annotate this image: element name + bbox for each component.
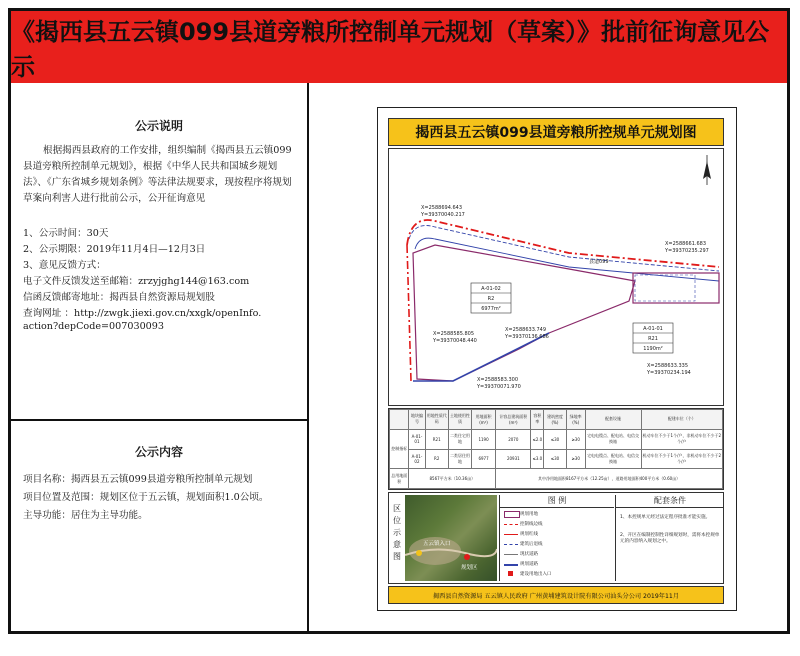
table-header-cell: 容积率 — [531, 410, 544, 430]
plan-bottom-section — [388, 492, 724, 584]
notice-period: 1、公示时间：30天 — [23, 228, 109, 239]
legend-swatch — [504, 534, 518, 535]
legend-item: 建筑后退线 — [520, 542, 543, 547]
right-panel — [309, 83, 787, 631]
legend-item: 规划用地 — [520, 512, 538, 517]
legend-swatch — [504, 524, 518, 525]
plan-footer — [388, 586, 724, 604]
control-table-grid — [389, 409, 723, 489]
table-cell: 机动车位不少于1个/户，非机动车位不少于2个/户 — [641, 429, 722, 449]
project-function: 主导功能：居住为主导功能。 — [23, 510, 148, 521]
legend-item: 控制线边线 — [520, 522, 543, 527]
table-cell: 二类居住用地 — [448, 449, 471, 469]
table-header-cell: 绿地率(%) — [566, 410, 585, 430]
legend-swatch — [504, 544, 518, 545]
notice-url: 查询网址 ：http://zwgk.jiexi.gov.cn/xxgk/openInfo. — [23, 308, 262, 319]
table-cell: 二类住宅用地 — [448, 429, 471, 449]
control-table — [388, 408, 724, 490]
table-cell: ≤30 — [544, 429, 567, 449]
notice-url-cont: action?depCode=007030093 — [23, 321, 164, 332]
notice-section-title: 公示说明 — [134, 119, 183, 133]
table-row — [390, 449, 723, 469]
west-redline — [407, 245, 411, 381]
coord-4-y: Y=39370136.686 — [505, 334, 549, 340]
section-divider — [11, 419, 307, 421]
legend-item: 现状道路 — [520, 552, 538, 557]
table-header-cell: 用地性质代码 — [425, 410, 448, 430]
notice-intro: 根据揭西县政府的工作安排，组织编制《揭西县五云镇099县道旁粮所控制单元规划》，根据《中华人民共和国城乡规划法》、《广东省城乡规划条例》等法律法规要求，现按程序将规划草案向利害人进行批前公示，公开征询意见 — [23, 145, 292, 204]
legend-item: 规划道路 — [520, 562, 538, 567]
parcel-a0101-id: A-01-01 — [643, 326, 663, 332]
village-marker-icon — [416, 550, 422, 556]
table-cell: ≤30 — [544, 449, 567, 469]
parcel-a0102-code: R2 — [487, 296, 495, 302]
legend-swatch — [504, 564, 518, 566]
notice-email: 电子文件反馈发送至邮箱：zrzyjghg144@163.com — [23, 276, 250, 287]
plan-drawing-svg — [389, 149, 723, 405]
table-header-cell: 计容总建筑面积(m²) — [496, 410, 531, 430]
table-total-label: 总用地面积 — [390, 469, 409, 489]
parcel-a0101-area: 1190m² — [643, 346, 663, 352]
table-cell: ≥30 — [566, 429, 585, 449]
table-cell: 宅电电缆点、配电站、电信交换箱 — [585, 449, 641, 469]
location-aerial-image — [405, 495, 497, 581]
table-total-value: 8567平方米（10.36亩） — [409, 469, 496, 489]
table-header-cell: 建筑密度(%) — [544, 410, 567, 430]
table-cell: ≥30 — [566, 449, 585, 469]
legend-title: 图 例 — [500, 495, 614, 508]
table-cell: 1190 — [471, 429, 495, 449]
notice-mail: 信函反馈邮寄地址：揭西县自然资源局规划股 — [23, 292, 215, 303]
table-header-cell: 土地使用性质 — [448, 410, 471, 430]
coord-6-x: X=2588633.335 — [647, 363, 689, 369]
table-total-note: 其中净用地面积8167平方米（12.25亩），道路用地面积400平方米（0.60亩） — [496, 469, 723, 489]
table-group-label: 控制指标 — [390, 429, 409, 469]
legend-panel — [499, 495, 614, 581]
loc-village-label: 五云镇入口 — [423, 541, 451, 547]
table-header-cell: 用地面积(m²) — [471, 410, 495, 430]
table-header-row — [390, 410, 723, 430]
notice-banner — [11, 11, 787, 83]
notice-feedback: 3、意见反馈方式： — [23, 260, 106, 271]
table-cell: R2 — [425, 449, 448, 469]
site-marker-icon — [464, 554, 470, 560]
loc-site-label: 规划区 — [461, 565, 478, 571]
table-cell: 20931 — [496, 449, 531, 469]
coord-1-x: X=2588694.643 — [421, 205, 463, 211]
plan-sheet — [377, 107, 737, 611]
condition-item: 2、开区在编制控制性详细规划时，需将本控规单元的内容纳入规划之中。 — [620, 533, 720, 544]
coord-3-y: Y=39370048.440 — [433, 338, 477, 344]
plan-drawing — [388, 148, 724, 406]
plan-title-bar — [388, 118, 724, 146]
notice-title: 《揭西县五云镇099县道旁粮所控制单元规划（草案）》批前征询意见公示 — [11, 18, 770, 81]
conditions-title: 配套条件 — [616, 495, 724, 508]
table-cell: A-01-01 — [409, 429, 425, 449]
conditions-panel — [615, 495, 724, 581]
coord-3-x: X=2588585.805 — [433, 331, 475, 337]
table-cell: 2070 — [496, 429, 531, 449]
parcel-a0101-boundary — [633, 273, 719, 303]
plan-footer-text: 揭西县自然资源局 五云镇人民政府 广州黄埔建筑设计院有限公司汕头分公司 2019年11月 — [432, 592, 680, 600]
parcel-a0102-boundary — [413, 245, 635, 381]
left-panel — [11, 83, 309, 631]
table-total-row — [390, 469, 723, 489]
coord-1-y: Y=39370040.217 — [421, 212, 465, 218]
parcel-a0101-setback — [635, 275, 695, 301]
table-cell: 6977 — [471, 449, 495, 469]
coord-2-y: Y=39370235.297 — [665, 248, 709, 254]
table-cell: ≤3.0 — [531, 449, 544, 469]
location-aerial-svg — [405, 495, 497, 581]
coord-2-x: X=2588661.683 — [665, 241, 707, 247]
table-cell: ≤2.0 — [531, 429, 544, 449]
table-cell: A-01-02 — [409, 449, 425, 469]
location-map-label: 区位示意图 — [393, 504, 401, 561]
notice-frame — [8, 8, 790, 634]
parcel-a0102-id: A-01-02 — [481, 286, 501, 292]
notice-dates: 2、公示期限：2019年11月4日—12月3日 — [23, 244, 206, 255]
project-scope: 项目位置及范围：规划区位于五云镇，规划面积1.0公顷。 — [23, 492, 269, 503]
north-arrow-icon — [703, 155, 711, 185]
entrance-arrow-icon — [508, 571, 513, 576]
table-cell: 宅电电缆点、配电站、电信交换箱 — [585, 429, 641, 449]
legend-swatch — [504, 511, 520, 518]
table-header-cell — [390, 410, 409, 430]
condition-item: 1、本控规单元经过法定程序批准才能实施。 — [620, 515, 711, 520]
legend-item: 建设用地出入口 — [520, 572, 552, 577]
coord-4-x: X=2588633.749 — [505, 327, 547, 333]
parcel-a0101-code: R21 — [648, 336, 658, 342]
parcel-a0102-area: 6977m² — [481, 306, 501, 312]
table-header-cell: 地块编号 — [409, 410, 425, 430]
coord-5-x: X=2588583.300 — [477, 377, 519, 383]
table-row — [390, 429, 723, 449]
table-header-cell: 配套设施 — [585, 410, 641, 430]
table-cell: R21 — [425, 429, 448, 449]
project-name: 项目名称：揭西县五云镇099县道旁粮所控制单元规划 — [23, 474, 253, 485]
coord-6-y: Y=39370234.194 — [647, 370, 691, 376]
plan-title: 揭西县五云镇099县道旁粮所控规单元规划图 — [415, 125, 697, 141]
table-cell: 机动车位不少于1个/户，非机动车位不少于2个/户 — [641, 449, 722, 469]
table-header-cell: 配建车位（个） — [641, 410, 722, 430]
road-label: 县道099 — [589, 259, 609, 265]
content-section-title: 公示内容 — [134, 445, 183, 459]
legend-item: 规划红线 — [520, 532, 538, 537]
coord-5-y: Y=39370071.970 — [477, 384, 521, 390]
legend-swatch — [504, 554, 518, 555]
